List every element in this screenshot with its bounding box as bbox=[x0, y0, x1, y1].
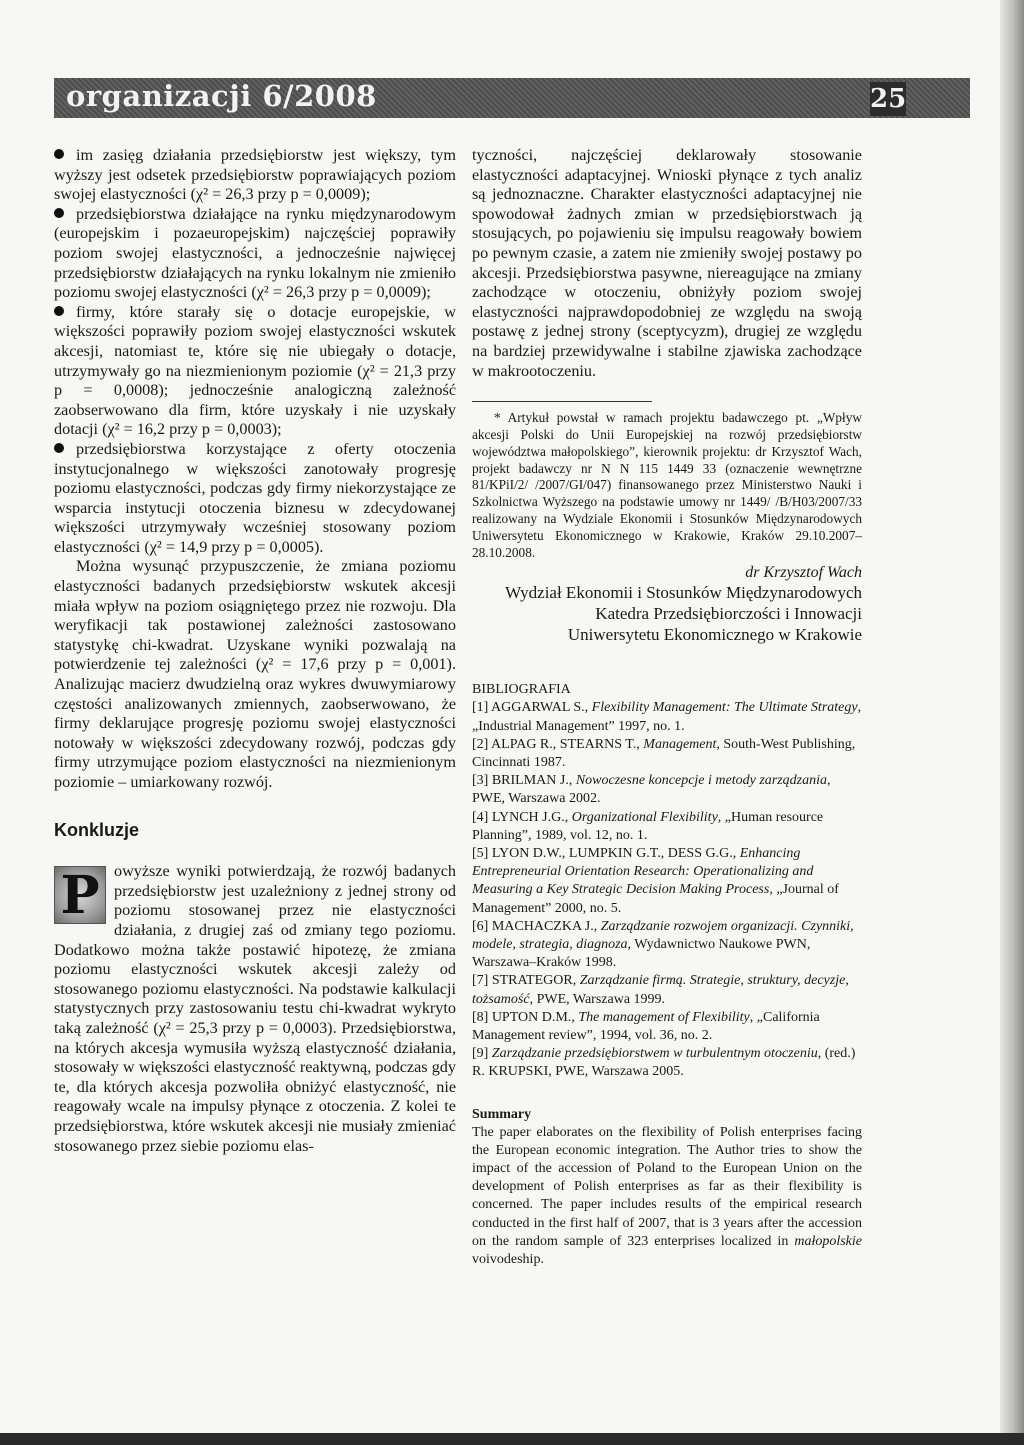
bibliography-item: [2] ALPAG R., STEARNS T., Management, South-West Publishing, Cincinnati 1987. bbox=[472, 736, 856, 770]
summary-text: The paper elaborates on the flexibility of Polish enterprises facing the European economic integration. The Author tries to show the impact of the accession of Poland to the European Union on the development of Polish enterprises as far as their flexibility is concerned. The paper includes results of the empirical research conducted in the first half of 2007, that is 3 years after the accession on the random sample of 323 enterprises localized in małopolskie voivodeship. bbox=[472, 1124, 862, 1267]
bibliography-list bbox=[472, 699, 862, 1081]
affiliation-line: Uniwersytetu Ekonomicznego w Krakowie bbox=[567, 625, 862, 645]
journal-issue-title: organizacji 6/2008 bbox=[66, 79, 377, 113]
bibliography-item: [6] MACHACZKA J., Zarządzanie rozwojem organizacji. Czynniki, modele, strategia, diagnoza, Wydawnictwo Naukowe PWN, Warszawa–Kraków 1998. bbox=[472, 918, 854, 971]
bibliography-heading: BIBLIOGRAFIA bbox=[472, 682, 571, 698]
bullet-icon bbox=[54, 208, 64, 218]
conclusion-text: owyższe wyniki potwierdzają, że rozwój badanych przedsiębiorstw jest uzależniony z jednej strony od poziomu stosowanej przez nie elastyczności działania, z drugiej zaś od zmiany tego poziomu. Dodatkowo można także postawić hipotezę, że zmiana poziomu elastyczności wskutek akcesji zależy od stosowanego poziomu elastyczności. Na podstawie kalkulacji statystycznych przy zastosowaniu testu chi-kwadrat wykryto taką zależność (χ² = 25,3 przy p = 0,0003). Przedsiębiorstwa, na których akcesja wymusiła wyższą elastyczność działania, stosowały w większości elastyczność reaktywną, podczas gdy te, dla których akcesja pozwoliła obniżyć elastyczność, nie reagowały wcale na impulsy płynące z otoczenia. Z kolei te przedsiębiorstwa, które wskutek akcesji nie musiały zmieniać stosowanego przez siebie poziomu elas- bbox=[54, 862, 456, 1155]
bullet-icon bbox=[54, 149, 64, 159]
right-column bbox=[472, 146, 862, 1269]
section-heading-konkluzje: Konkluzje bbox=[54, 819, 140, 840]
bullet-item: przedsiębiorstwa korzystające z oferty otoczenia instytucjonalnego w większości zanotowały progresję poziomu elastyczności, podczas gdy firmy niekorzystające ze wsparcia instytucji otoczenia biznesu w zdecydowanej większości utrzymywały wcześniej stosowany poziom elastyczności (χ² = 14,9 przy p = 0,0005). bbox=[54, 439, 456, 556]
continuation-paragraph: tyczności, najczęściej deklarowały stosowanie elastyczności adaptacyjnej. Wnioski płynące z tych analiz są jednoznaczne. Charakter elastyczności adaptacyjnej nie spowodował żadnych zmian w przedsiębiorstwach ją stosujących, po pojawieniu się impulsu reagowały bowiem po pewnym czasie, a zatem nie zmieniły swojej postawy po akcesji. Przedsiębiorstwa pasywne, niereagujące na zmiany zachodzące w otoczeniu, obniżyły poziom swojej elastyczności najprawdopodobniej ze względu na swoją postawę z jednej strony (sceptycyzm), drugiej ze względu na bardziej przewidywalne i stabilne zjawiska zachodzące w makrootoczeniu. bbox=[472, 146, 862, 380]
bibliography-item: [4] LYNCH J.G., Organizational Flexibility, „Human resource Planning”, 1989, vol. 12, no. 1. bbox=[472, 809, 824, 843]
left-column bbox=[54, 146, 456, 1156]
bibliography-item: [7] STRATEGOR, Zarządzanie firmą. Strategie, struktury, decyzje, tożsamość, PWE, Warszawa 1999. bbox=[472, 973, 849, 1007]
footnote-divider bbox=[472, 401, 652, 402]
affiliation-line: Wydział Ekonomii i Stosunków Międzynarodowych bbox=[505, 583, 862, 603]
author-signature: dr Krzysztof Wach bbox=[745, 564, 862, 582]
bullet-item: im zasięg działania przedsiębiorstw jest większy, tym wyższy jest odsetek przedsiębiorstw poprawiających poziom swojej elastyczności (χ² = 26,3 przy p = 0,0009); bbox=[54, 146, 456, 204]
bibliography-item: [1] AGGARWAL S., Flexibility Management: The Ultimate Strategy, „Industrial Management” 1997, no. 1. bbox=[472, 700, 862, 734]
bibliography-item: [3] BRILMAN J., Nowoczesne koncepcje i metody zarządzania, PWE, Warszawa 2002. bbox=[472, 773, 831, 807]
bibliography-item: [9] Zarządzanie przedsiębiorstwem w turbulentnym otoczeniu, (red.) R. KRUPSKI, PWE, Warszawa 2005. bbox=[472, 1046, 856, 1080]
body-paragraph: Można wysunąć przypuszczenie, że zmiana poziomu elastyczności badanych przedsiębiorstw wskutek akcesji miała wpływ na poziom osiągniętego przez nie rozwoju. Dla weryfikacji tak postawionej zależności zastosowano statystykę chi-kwadrat. Uzyskane wyniki pozwalają na potwierdzenie tej zależności (χ² = 17,6 przy p = 0,001). Analizując macierz dwudzielną oraz wykres dwuwymiarowy częstości analizowanych zmiennych, zaobserwowano, że firmy deklarujące progresję poziomu swojej elastyczności notowały w większości zdecydowany rozwój, podczas gdy firmy utrzymujące poziom elastyczności na niezmienionym poziomie – umiarkowany rozwój. bbox=[54, 557, 456, 791]
bibliography-item: [8] UPTON D.M., The management of Flexibility, „California Management review”, 1994, vol. 36, no. 2. bbox=[472, 1009, 820, 1043]
summary-heading: Summary bbox=[472, 1106, 532, 1122]
bullet-item: firmy, które starały się o dotacje europejskie, w większości poprawiły poziom swojej elastyczności wskutek akcesji, natomiast te, które się nie ubiegały o dotacje, utrzymywały go na niezmienionym poziomie (χ² = 21,3 przy p = 0,0008); jednocześnie analogiczną zależność zaobserwowano dla firm, które uzyskały i nie uzyskały dotacji (χ² = 16,2 przy p = 0,0003); bbox=[54, 302, 456, 439]
bibliography-item: [5] LYON D.W., LUMPKIN G.T., DESS G.G., Enhancing Entrepreneurial Orientation Research: Operationalizing and Measuring a Key Strategic Decision Making Process, „Journal of Management” 2000, no. 5. bbox=[472, 845, 839, 916]
scan-edge-bottom bbox=[0, 1433, 1024, 1445]
footnote: * Artykuł powstał w ramach projektu badawczego pt. „Wpływ akcesji Polski do Unii Europejskiej na rozwój przedsiębiorstw województwa małopolskiego”, kierownik projektu: dr Krzysztof Wach, projekt badawczy nr N N 115 1449 33 (oznaczenie wewnętrzne 81/KPiI/2/ /2007/GI/047) finansowanego przez Ministerstwo Nauki i Szkolnictwa Wyższego na podstawie umowy nr 1449/ /B/H03/2007/33 realizowany na Wydziale Ekonomii i Stosunków Międzynarodowych Uniwersytetu Ekonomicznego w Krakowie, Kraków 29.10.2007–28.10.2008. bbox=[472, 410, 862, 560]
running-header bbox=[54, 78, 970, 118]
bullet-icon bbox=[54, 443, 64, 453]
page-number: 25 bbox=[870, 84, 907, 114]
dropcap-initial: P bbox=[54, 866, 106, 924]
affiliation-line: Katedra Przedsiębiorczości i Innowacji bbox=[595, 604, 862, 624]
bullet-icon bbox=[54, 306, 64, 316]
conclusion-paragraph bbox=[54, 862, 456, 1156]
scan-edge-right bbox=[1000, 0, 1024, 1445]
bullet-item: przedsiębiorstwa działające na rynku międzynarodowym (europejskim i pozaeuropejskim) najczęściej poprawiły poziom swojej elastyczności, a jednocześnie najwięcej przedsiębiorstw działających na rynku lokalnym nie zmieniło poziomu swojej elastyczności (χ² = 26,3 przy p = 0,0009); bbox=[54, 204, 456, 302]
